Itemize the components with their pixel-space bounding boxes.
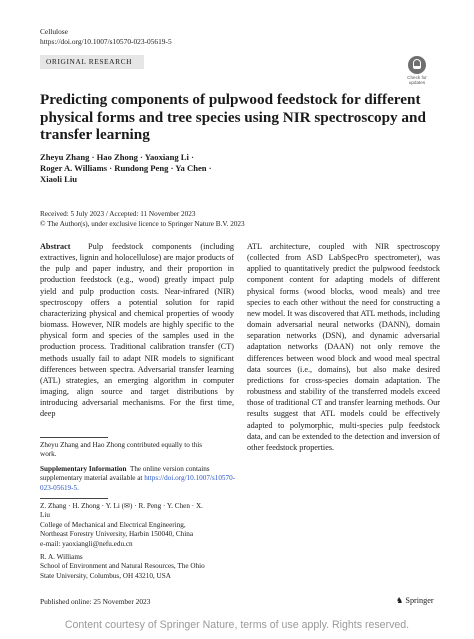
check-for-updates-label: Check for updates [407,75,427,85]
published-online: Published online: 25 November 2023 [40,597,151,606]
affiliation-2-names: R. A. Williams [40,553,83,561]
abstract-right-column [247,241,440,453]
publisher-name: Springer [405,596,434,605]
springer-logo [396,595,434,605]
article-title: Predicting components of pulpwood feedstock for different physical forms and tree species using NIR spectroscopy and transfer learning [40,91,426,143]
affiliation-1 [40,502,210,549]
author-line: Roger A. Williams · Rundong Peng · Ya Chen · [40,163,212,173]
abstract-text-left: Pulp feedstock components (including extractives, lignin and holocellulose) are major products of the pulp and paper industry, and their proportion in production feedstock (e.g., wood) greatly impact pulp yield and pulp production costs. Near-infrared (NIR) spectroscopy offers a potential solution for rapid characterizing physical and chemical properties of woody biomass. However, NIR models are highly specific to the physical form and species of the samples used in the production process. Traditional calibration transfer (CT) methods usually fail to adapt NIR models to significant differences between spectra. Adversarial transfer learning (ATL) strategies, an emerging algorithm in computer imaging, align source and target distributions by introducing adversarial mechanisms. For the first time, deep [40,242,235,419]
affiliation-1-email[interactable]: e-mail: yaoxiangli@nefu.edu.cn [40,539,133,548]
check-for-updates-button[interactable] [402,56,432,84]
supplementary-label: Supplementary Information [40,465,127,473]
author-line: Xiaoli Liu [40,174,78,184]
affiliation-1-names: Z. Zhang · H. Zhong · Y. Li (✉) · R. Peng · Y. Chen · X. Liu [40,502,203,520]
supplementary-info [40,465,236,493]
affiliation-1-institution: College of Mechanical and Electrical Engineering, Northeast Forestry University, Harbin 150040, China [40,520,194,539]
horse-icon: ♞ [396,596,404,605]
article-type-badge: ORIGINAL RESEARCH [40,55,144,69]
abstract-label: Abstract [40,242,71,251]
author-line: Zheyu Zhang · Hao Zhong · Yaoxiang Li · [40,152,194,162]
affiliation-2-institution: School of Environment and Natural Resources, The Ohio State University, Columbus, OH 43210, USA [40,562,205,580]
received-accepted: Received: 5 July 2023 / Accepted: 11 November 2023 [40,210,196,218]
doi-link[interactable]: https://doi.org/10.1007/s10570-023-05619-5 [40,37,172,46]
footnote-divider [40,498,108,499]
abstract-left-column [40,241,234,420]
abstract-text-right: ATL architecture, coupled with NIR spectroscopy (collected from ASD LabSpecPro spectrometer), was applied to quantitatively predict the pulpwood feedstock component content for adapting models of different physical forms (wood blocks, wood meals) and tree species to each other without the need for constructing a new model. It was discovered that ATL methods, including domain adversarial neural networks (DANN), domain separation networks (DSN), and dynamic adversarial adaptation networks (DAAN) not only remove the differences between wood block and wood meal spectral data sources (i.e., domains), but also make desired predictions for cross-species domain adaptation. The robustness and stability of the transferred models exceed those of traditional CT and transfer learning methods. Our results suggest that ATL models could be effectively adapted to polymorphic, multi-species pulp feedstock data, and can be extended to the detection and inversion of other feedstock properties. [247,242,440,452]
courtesy-watermark: Content courtesy of Springer Nature, terms of use apply. Rights reserved. [64,619,410,631]
author-list [40,152,340,185]
supplementary-text: The online version contains supplementary material available at [40,465,210,483]
footnote-divider [40,437,108,438]
supplementary-link[interactable]: https://doi.org/10.1007/s10570-023-05619-5. [40,474,236,492]
journal-name: Cellulose [40,27,68,36]
equal-contribution-note: Zheyu Zhang and Hao Zhong contributed equally to this work. [40,441,203,459]
bookmark-icon [408,56,426,74]
affiliation-2 [40,553,216,581]
copyright-line: © The Author(s), under exclusive licence to Springer Nature B.V. 2023 [40,220,245,228]
article-dates [40,209,460,229]
